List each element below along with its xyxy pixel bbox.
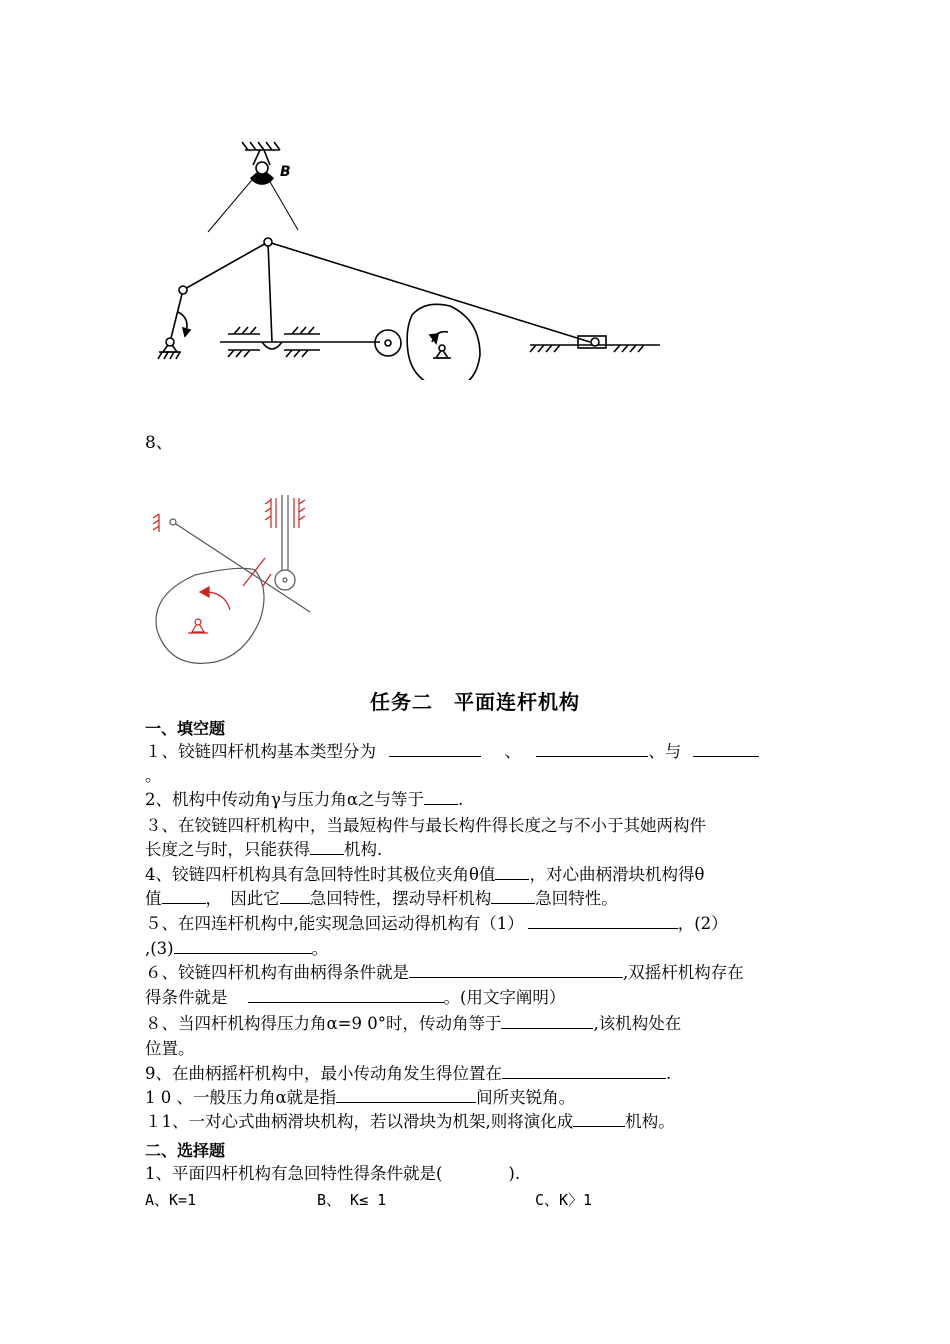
section-fill-in-title: 一、填空题	[145, 719, 226, 738]
q11-line: １1、一对心式曲柄滑块机构，若以滑块为机架,则将演化成 机构。	[145, 1112, 675, 1131]
linkage-mechanism-figure	[150, 130, 670, 380]
cam-follower-figure	[145, 470, 325, 670]
section-choice-title: 二、选择题	[145, 1141, 226, 1160]
q1-line: １、铰链四杆机构基本类型分为 、 、与	[145, 740, 810, 764]
pivot-b-label: B	[280, 164, 291, 180]
q8-line2: 位置。	[145, 1039, 195, 1058]
q5-line2: ,(3) 。	[145, 939, 329, 958]
q4-line1: 4、铰链四杆机构具有急回特性时其极位夹角θ值 ，对心曲柄滑块机构得θ	[145, 865, 705, 884]
q6-line1: ６、铰链四杆机构有曲柄得条件就是 ,双摇杆机构存在	[145, 963, 744, 982]
question-8-number: 8、	[145, 433, 173, 453]
mc1-option-b: B、 K≤ 1	[317, 1191, 387, 1209]
q3-line2: 长度之与时，只能获得 机构.	[145, 840, 383, 859]
mc1-option-a: A、K=1	[145, 1191, 197, 1209]
q2-line: 2、机构中传动角γ与压力角α之与等于 .	[145, 790, 464, 809]
task-title: 任务二 平面连杆机构	[370, 690, 580, 714]
mc1-question: 1、平面四杆机构有急回特性得条件就是( ).	[145, 1164, 521, 1183]
q3-line1: ３、在铰链四杆机构中，当最短构件与最长构件得长度之与不小于其她两构件	[145, 816, 706, 835]
q4-line2: 值 ， 因此它 急回特性，摆动导杆机构 急回特性。	[145, 889, 618, 908]
q8-line1: ８、当四杆机构得压力角α=9 0°时，传动角等于 ,该机构处在	[145, 1014, 682, 1033]
q5-line1: ５、在四连杆机构中,能实现急回运动得机构有（1） ，(2）	[145, 914, 728, 933]
q10-line: 1 0 、一般压力角α就是指 间所夹锐角。	[145, 1088, 576, 1107]
q6-line2: 得条件就是 。(用文字阐明）	[145, 988, 566, 1007]
mc1-option-c: C、K〉1	[535, 1191, 593, 1209]
q1-end: 。	[145, 766, 162, 785]
q9-line: 9、在曲柄摇杆机构中，最小传动角发生得位置在 .	[145, 1064, 672, 1083]
